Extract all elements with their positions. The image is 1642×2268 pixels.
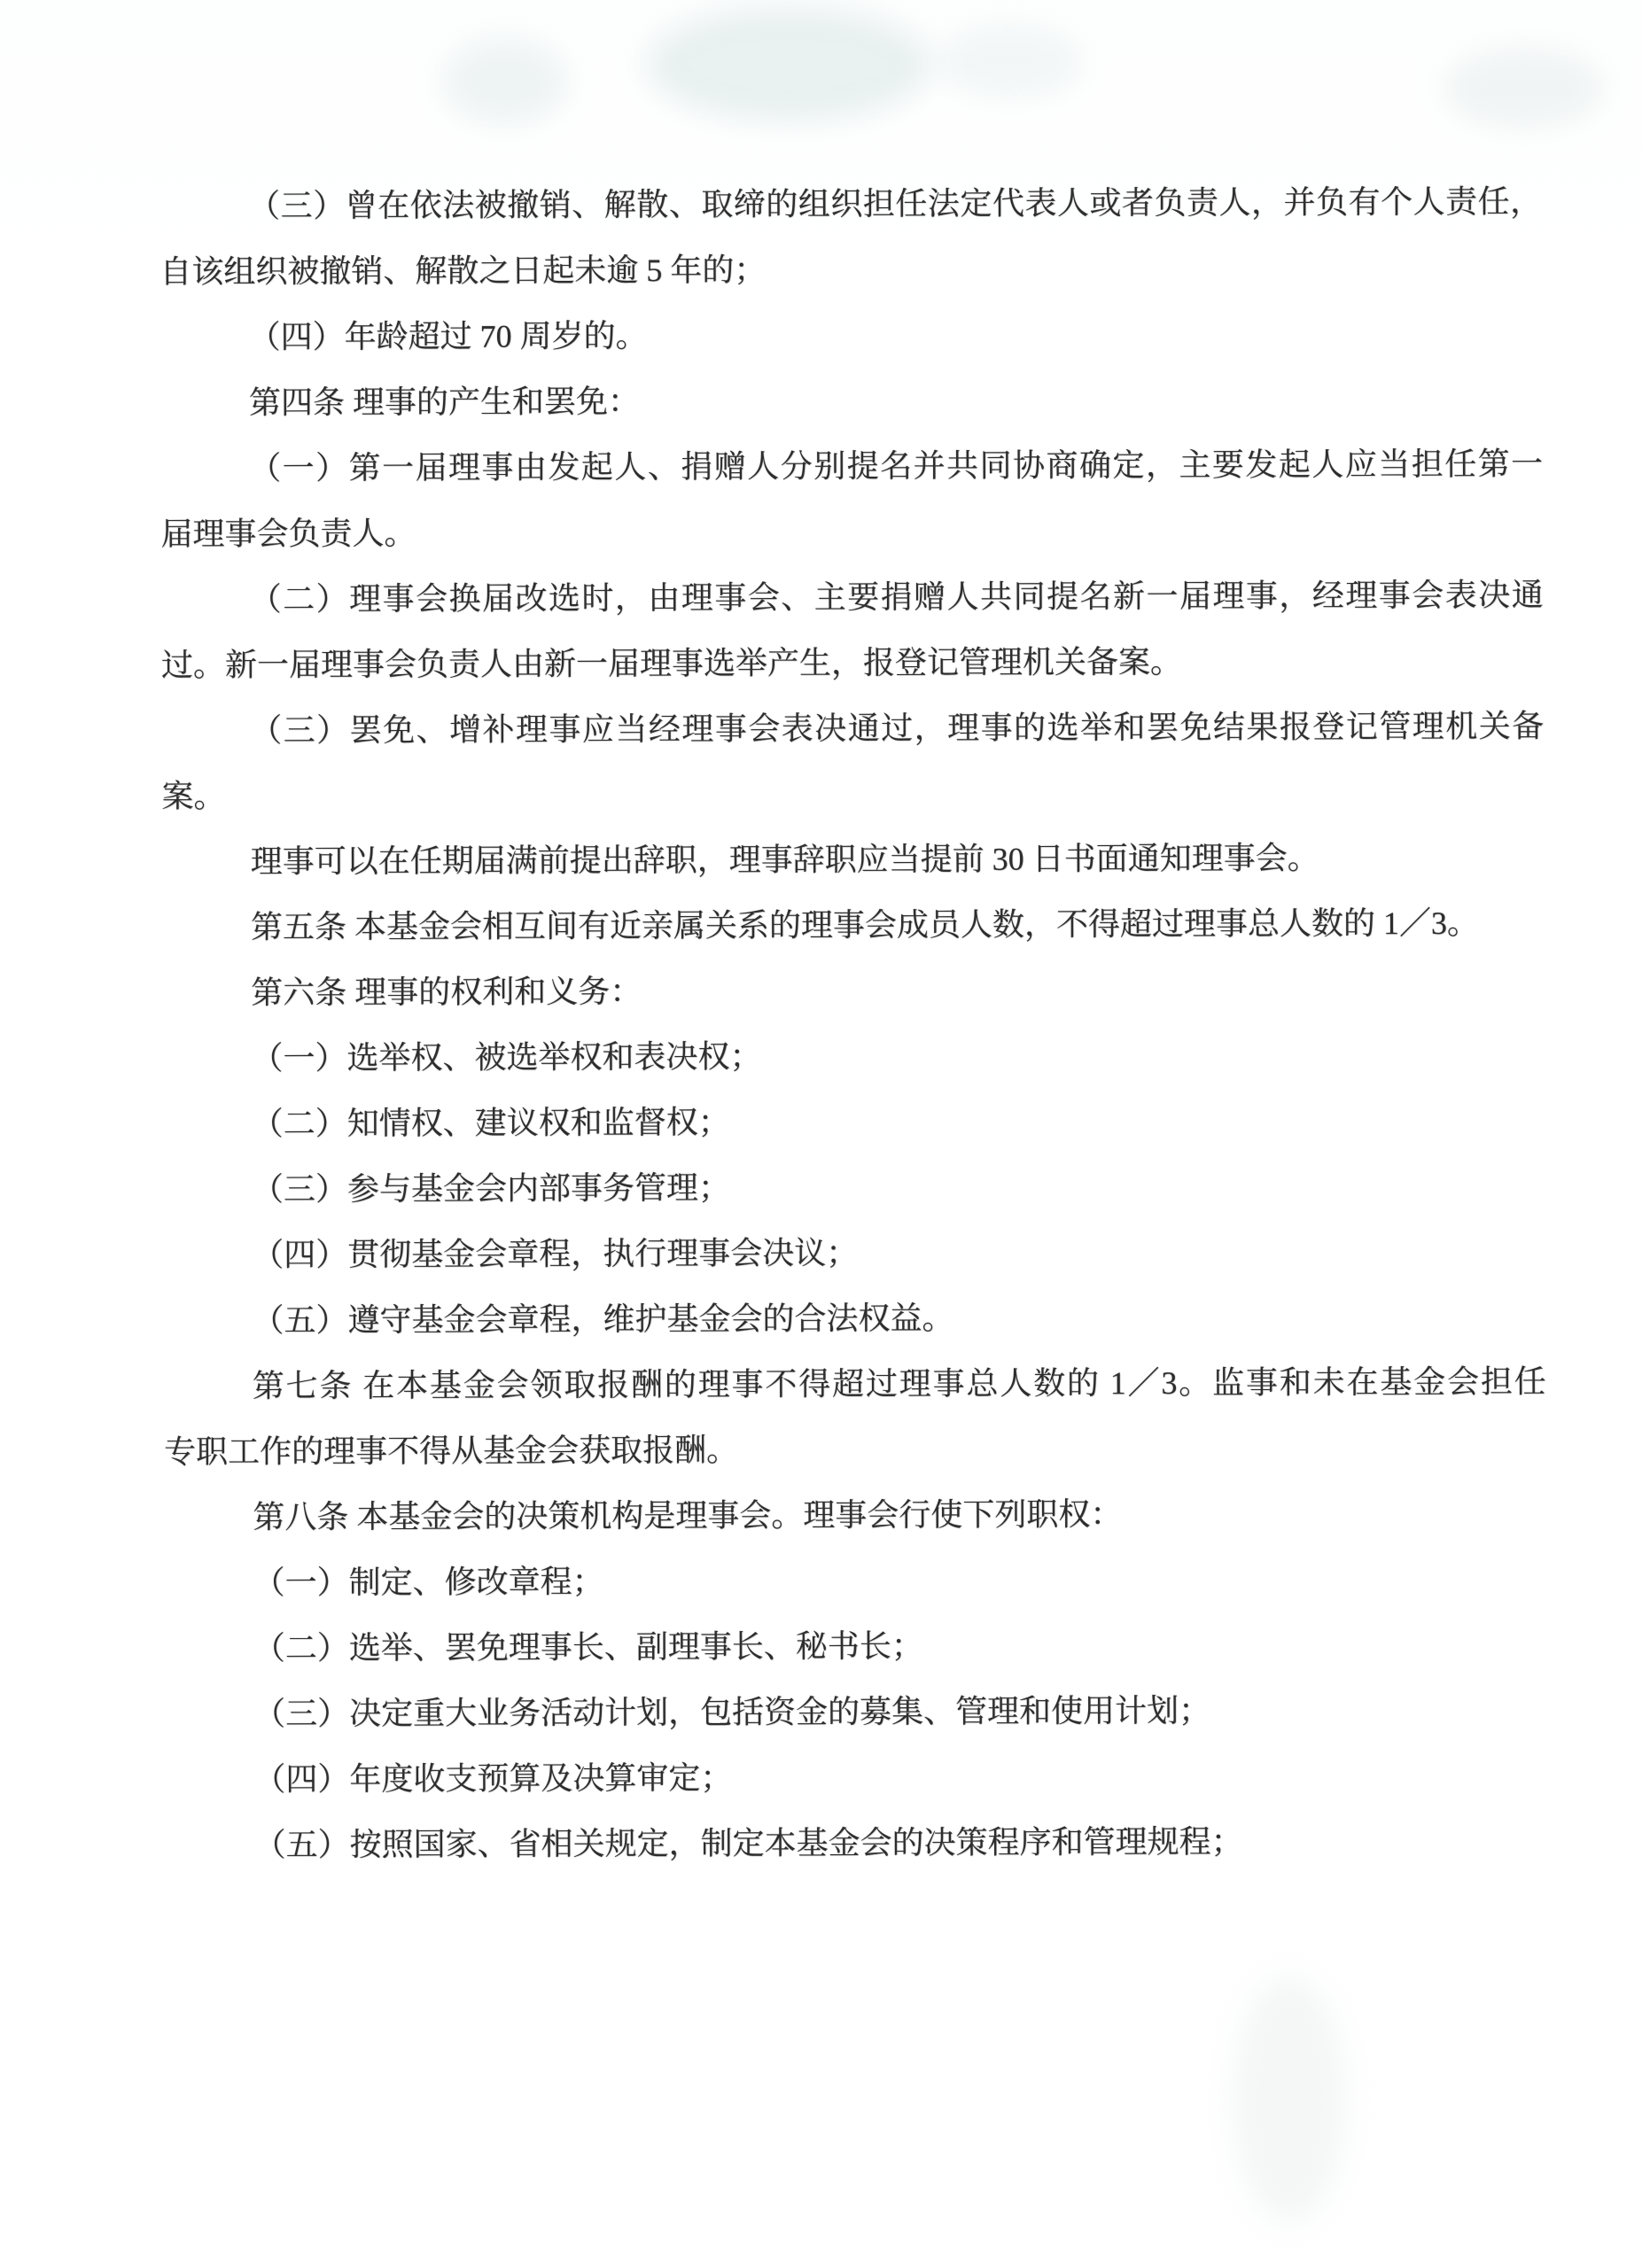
text-line-13: 第六条 理事的权利和义务：: [251, 974, 642, 1011]
scan-artifact: [443, 40, 567, 124]
text-line-12: 第五条 本基金会相互间有近亲属关系的理事会成员人数，不得超过理事总人数的 1／3。: [250, 905, 1480, 945]
text-line-8: 过。新一届理事会负责人由新一届理事选举产生，报登记管理机关备案。: [160, 643, 1183, 683]
text-line-25: （四）年度收支预算及决算审定；: [253, 1759, 733, 1798]
text-line-11: 理事可以在任期届满前提出辞职，理事辞职应当提前 30 日书面通知理事会。: [250, 840, 1319, 880]
scan-artifact: [939, 27, 1081, 97]
text-line-5: （一）第一届理事由发起人、捐赠人分别提名并共同协商确定，主要发起人应当担任第一: [249, 446, 1544, 486]
text-line-26: （五）按照国家、省相关规定，制定本基金会的决策程序和管理规程；: [253, 1823, 1243, 1863]
scan-artifact: [647, 7, 930, 122]
scan-artifact: [1232, 1976, 1347, 2224]
text-line-16: （三）参与基金会内部事务管理；: [251, 1169, 731, 1208]
text-line-2: 自该组织被撤销、解散之日起未逾 5 年的；: [160, 252, 767, 290]
text-line-20: 专职工作的理事不得从基金会获取报酬。: [163, 1432, 739, 1470]
text-line-1: （三）曾在依法被撤销、解散、取缔的组织担任法定代表人或者负责人，并负有个人责任，: [248, 183, 1543, 224]
text-line-21: 第八条 本基金会的决策机构是理事会。理事会行使下列职权：: [253, 1496, 1123, 1535]
text-line-23: （二）选举、罢免理事长、副理事长、秘书长；: [253, 1628, 923, 1666]
text-line-4: 第四条 理事的产生和罢免：: [248, 384, 640, 421]
text-line-22: （一）制定、修改章程；: [253, 1564, 604, 1601]
text-line-7: （二）理事会换届改选时，由理事会、主要捐赠人共同提名新一届理事，经理事会表决通: [249, 577, 1544, 617]
text-line-14: （一）选举权、被选举权和表决权；: [251, 1038, 762, 1076]
text-line-19: 第七条 在本基金会领取报酬的理事不得超过理事总人数的 1／3。监事和未在基金会担任: [252, 1363, 1546, 1404]
text-line-9: （三）罢免、增补理事应当经理事会表决通过，理事的选举和罢免结果报登记管理机关备: [250, 708, 1545, 749]
text-line-18: （五）遵守基金会章程，维护基金会的合法权益。: [252, 1300, 954, 1339]
text-line-24: （三）决定重大业务活动计划，包括资金的募集、管理和使用计划；: [253, 1692, 1211, 1732]
text-line-15: （二）知情权、建议权和监督权；: [251, 1104, 730, 1142]
text-line-3: （四）年龄超过 70 周岁的。: [248, 318, 648, 355]
text-line-17: （四）贯彻基金会章程，执行理事会决议；: [252, 1235, 859, 1273]
text-line-10: 案。: [161, 778, 226, 814]
scan-artifact: [1444, 49, 1604, 128]
document-text-block: [160, 169, 1548, 1878]
text-line-6: 届理事会负责人。: [160, 515, 416, 552]
